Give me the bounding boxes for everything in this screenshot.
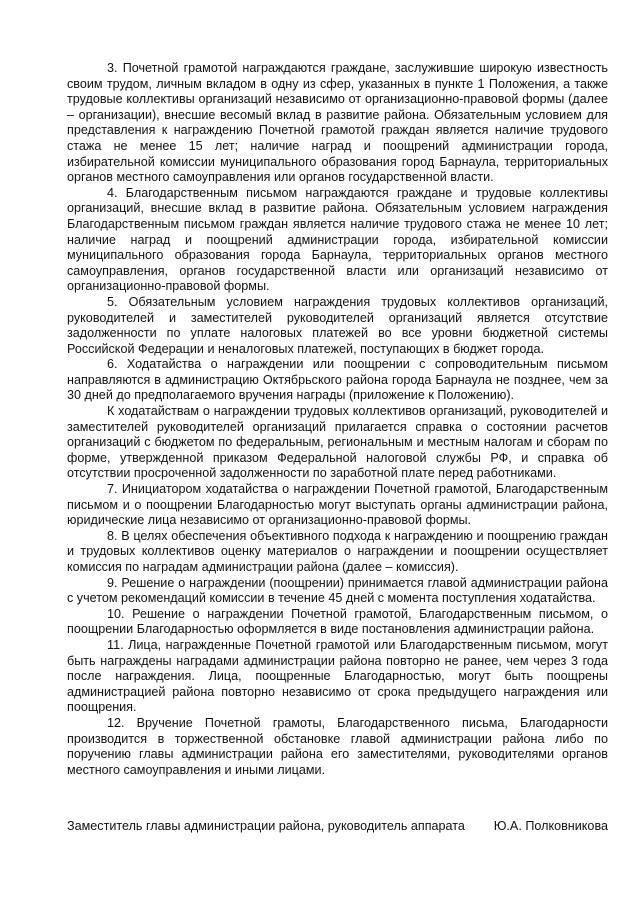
paragraph-item-6: 6. Ходатайства о награждении или поощрении с сопроводительным письмом направляются в администрацию Октябрьского района города Барнаула не позднее, чем за 30 дней до предполагаемого вручения награды (приложение к Положению). — [67, 357, 608, 403]
signatory-name: Ю.А. Полковникова — [493, 819, 608, 833]
paragraph-item-4: 4. Благодарственным письмом награждаются граждане и трудовые коллективы организаций, внесшие вклад в развитие района. Обязательным условием награждения Благодарственным письмом граждан является наличие трудового стажа не менее 10 лет; наличие наград и поощрений администрации города, избирательной комиссии муниципального образования города Барнаула, территориальных органов местного самоуправления, органов государственной власти или организаций независимо от организационно-правовой формы. — [67, 185, 608, 294]
paragraph-item-9: 9. Решение о награждении (поощрении) принимается главой администрации района с учетом рекомендаций комиссии в течение 45 дней с момента поступления ходатайства. — [67, 575, 608, 606]
document-body — [67, 61, 608, 778]
signature-block — [67, 819, 608, 835]
paragraph-item-11: 11. Лица, награжденные Почетной грамотой или Благодарственным письмом, могут быть награждены наградами администрации района повторно не ранее, чем через 3 года после награждения. Лица, поощренные Благодарностью, могут быть поощрены администрацией района повторно независимо от срока предыдущего награждения или поощрения. — [67, 637, 608, 715]
paragraph-item-12: 12. Вручение Почетной грамоты, Благодарственного письма, Благодарности производится в торжественной обстановке главой администрации района либо по поручению главы администрации района его заместителями, руководителями органов местного самоуправления и иными лицами. — [67, 715, 608, 777]
signatory-position: Заместитель главы администрации района, руководитель аппарата — [67, 819, 465, 833]
paragraph-item-3: 3. Почетной грамотой награждаются граждане, заслужившие широкую известность своим трудом, личным вкладом в одну из сфер, указанных в пункте 1 Положения, а также трудовые коллективы организаций независимо от организационно-правовой формы (далее – организации), внесшие весомый вклад в развитие района. Обязательным условием для представления к награждению Почетной грамотой граждан является наличие трудового стажа не менее 15 лет; наличие наград и поощрений администрации города, избирательной комиссии муниципального образования город Барнаула, территориальных органов местного самоуправления или органов государственной власти. — [67, 61, 608, 185]
paragraph-item-7: 7. Инициатором ходатайства о награждении Почетной грамотой, Благодарственным письмом и о поощрении Благодарностью могут выступать органы администрации района, юридические лица независимо от организационно-правовой формы. — [67, 482, 608, 528]
paragraph-item-5: 5. Обязательным условием награждения трудовых коллективов организаций, руководителей и заместителей руководителей организаций является отсутствие задолженности по уплате налоговых платежей во все уровни бюджетной системы Российской Федерации и неналоговых платежей, поступающих в бюджет города. — [67, 294, 608, 356]
paragraph-item-10: 10. Решение о награждении Почетной грамотой, Благодарственным письмом, о поощрении Благодарностью оформляется в виде постановления администрации района. — [67, 606, 608, 637]
paragraph-item-6-attachments: К ходатайствам о награждении трудовых коллективов организаций, руководителей и заместителей руководителей организаций прилагается справка о состоянии расчетов организаций с бюджетом по федеральным, региональным и местным налогам и сборам по форме, утвержденной приказом Федеральной налоговой службы РФ, и справка об отсутствии просроченной задолженности по заработной плате перед работниками. — [67, 404, 608, 481]
paragraph-item-8: 8. В целях обеспечения объективного подхода к награждению и поощрению граждан и трудовых коллективов оценку материалов о награждении и поощрении осуществляет комиссия по наградам администрации района (далее – комиссия). — [67, 528, 608, 574]
